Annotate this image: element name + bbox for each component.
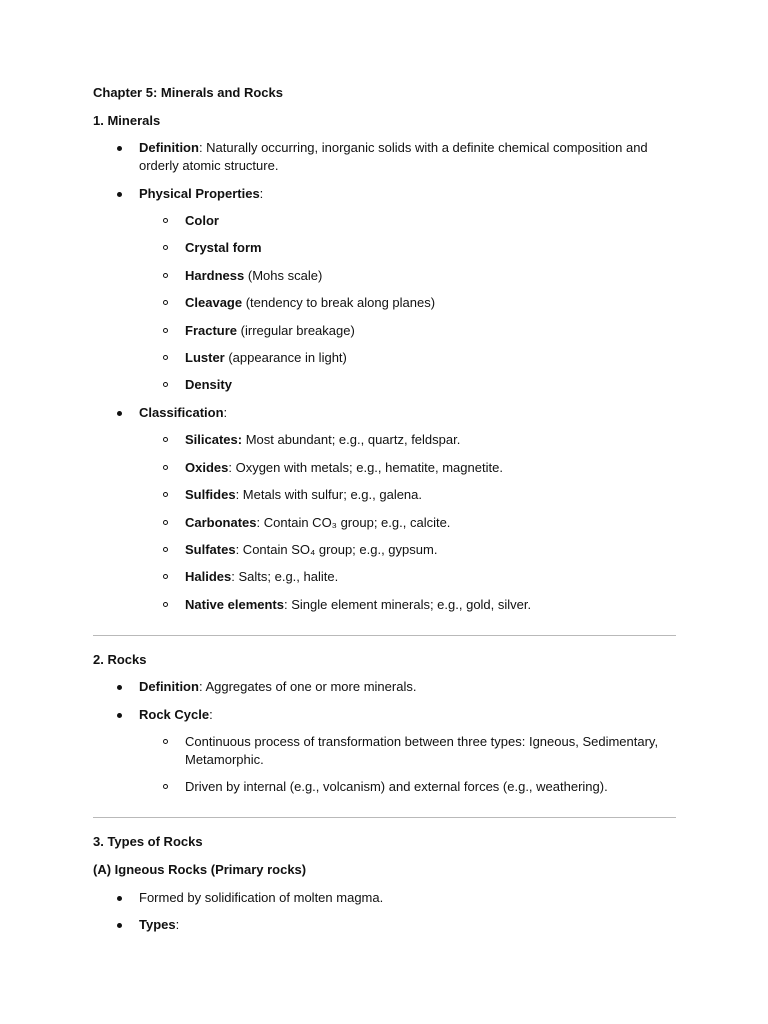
- list-item: [139, 349, 676, 367]
- item-description: (tendency to break along planes): [242, 295, 436, 311]
- list-item: [139, 322, 676, 340]
- label-suffix: :: [259, 186, 264, 201]
- definition-label: Definition: [139, 140, 199, 155]
- document-page: [93, 84, 676, 944]
- item-description: : Oxygen with metals; e.g., hematite, magnetite.: [228, 459, 503, 475]
- list-item: [139, 212, 676, 230]
- list-item: [93, 139, 676, 175]
- list-item: [139, 294, 676, 312]
- item-term: Hardness: [185, 267, 245, 283]
- item-term: Luster: [185, 349, 225, 365]
- item-term: Color: [185, 213, 219, 228]
- list-item: [139, 376, 676, 394]
- item-description: : Contain SO₄ group; e.g., gypsum.: [235, 541, 438, 557]
- types-label: Types: [139, 917, 176, 933]
- list-item: [93, 404, 676, 613]
- section-divider: [93, 635, 676, 636]
- list-item: [93, 889, 676, 907]
- list-item: [139, 541, 676, 559]
- label-suffix: :: [223, 405, 228, 421]
- physical-properties-list: [139, 212, 676, 394]
- list-item: [139, 267, 676, 285]
- list-item: [139, 596, 676, 614]
- list-item: Continuous process of transformation between three types: Igneous, Sedimentary, Metamorphic.: [139, 733, 676, 769]
- chapter-title: Chapter 5: Minerals and Rocks: [93, 85, 283, 100]
- item-description: (Mohs scale): [244, 267, 323, 283]
- item-term: Sulfates: [185, 541, 236, 557]
- igneous-heading: (A) Igneous Rocks (Primary rocks): [93, 862, 307, 878]
- list-item: [139, 431, 676, 449]
- item-term: Oxides: [185, 459, 229, 475]
- list-item: [139, 568, 676, 586]
- item-description: (irregular breakage): [237, 322, 355, 338]
- item-term: Silicates:: [185, 432, 243, 448]
- section-minerals-heading: 1. Minerals: [93, 113, 161, 128]
- list-item: [139, 486, 676, 504]
- item-description: Most abundant; e.g., quartz, feldspar.: [242, 432, 461, 448]
- list-item: [139, 514, 676, 532]
- rock-cycle-label: Rock Cycle: [139, 706, 210, 722]
- item-term: Halides: [185, 569, 232, 585]
- list-item: [93, 678, 676, 696]
- label-suffix: :: [175, 917, 180, 933]
- item-term: Density: [185, 377, 232, 393]
- section-rocks-heading: 2. Rocks: [93, 651, 147, 667]
- list-item: Driven by internal (e.g., volcanism) and external forces (e.g., weathering).: [139, 778, 676, 796]
- list-item: [139, 239, 676, 257]
- definition-text: : Naturally occurring, inorganic solids with a definite chemical composition and orderly atomic structure.: [139, 140, 648, 173]
- minerals-list: [93, 139, 676, 614]
- classification-list: [139, 431, 676, 613]
- section-types-heading: 3. Types of Rocks: [93, 834, 203, 850]
- classification-label: Classification: [139, 405, 224, 421]
- item-term: Native elements: [185, 596, 284, 612]
- list-item: [93, 706, 676, 796]
- item-term: Fracture: [185, 322, 238, 338]
- item-description: : Single element minerals; e.g., gold, silver.: [284, 596, 532, 612]
- rocks-list: [93, 678, 676, 796]
- item-term: Crystal form: [185, 240, 262, 256]
- item-term: Carbonates: [185, 514, 257, 530]
- section-divider: [93, 817, 676, 818]
- item-term: Sulfides: [185, 487, 236, 503]
- list-item: [93, 916, 676, 934]
- list-item: [93, 185, 676, 394]
- rocks-definition-text: : Aggregates of one or more minerals.: [198, 678, 417, 694]
- list-item: [139, 459, 676, 477]
- physical-properties-label: Physical Properties: [139, 186, 260, 201]
- item-description: : Metals with sulfur; e.g., galena.: [235, 487, 423, 503]
- item-term: Cleavage: [185, 295, 243, 311]
- item-description: : Salts; e.g., halite.: [231, 569, 339, 585]
- rocks-definition-label: Definition: [139, 678, 199, 694]
- igneous-list: [93, 889, 676, 934]
- rock-cycle-list: [139, 733, 676, 796]
- item-description: (appearance in light): [224, 349, 347, 365]
- label-suffix: :: [209, 706, 213, 722]
- item-description: : Contain CO₃ group; e.g., calcite.: [256, 514, 451, 530]
- igneous-formed-text: Formed by solidification of molten magma.: [139, 890, 384, 906]
